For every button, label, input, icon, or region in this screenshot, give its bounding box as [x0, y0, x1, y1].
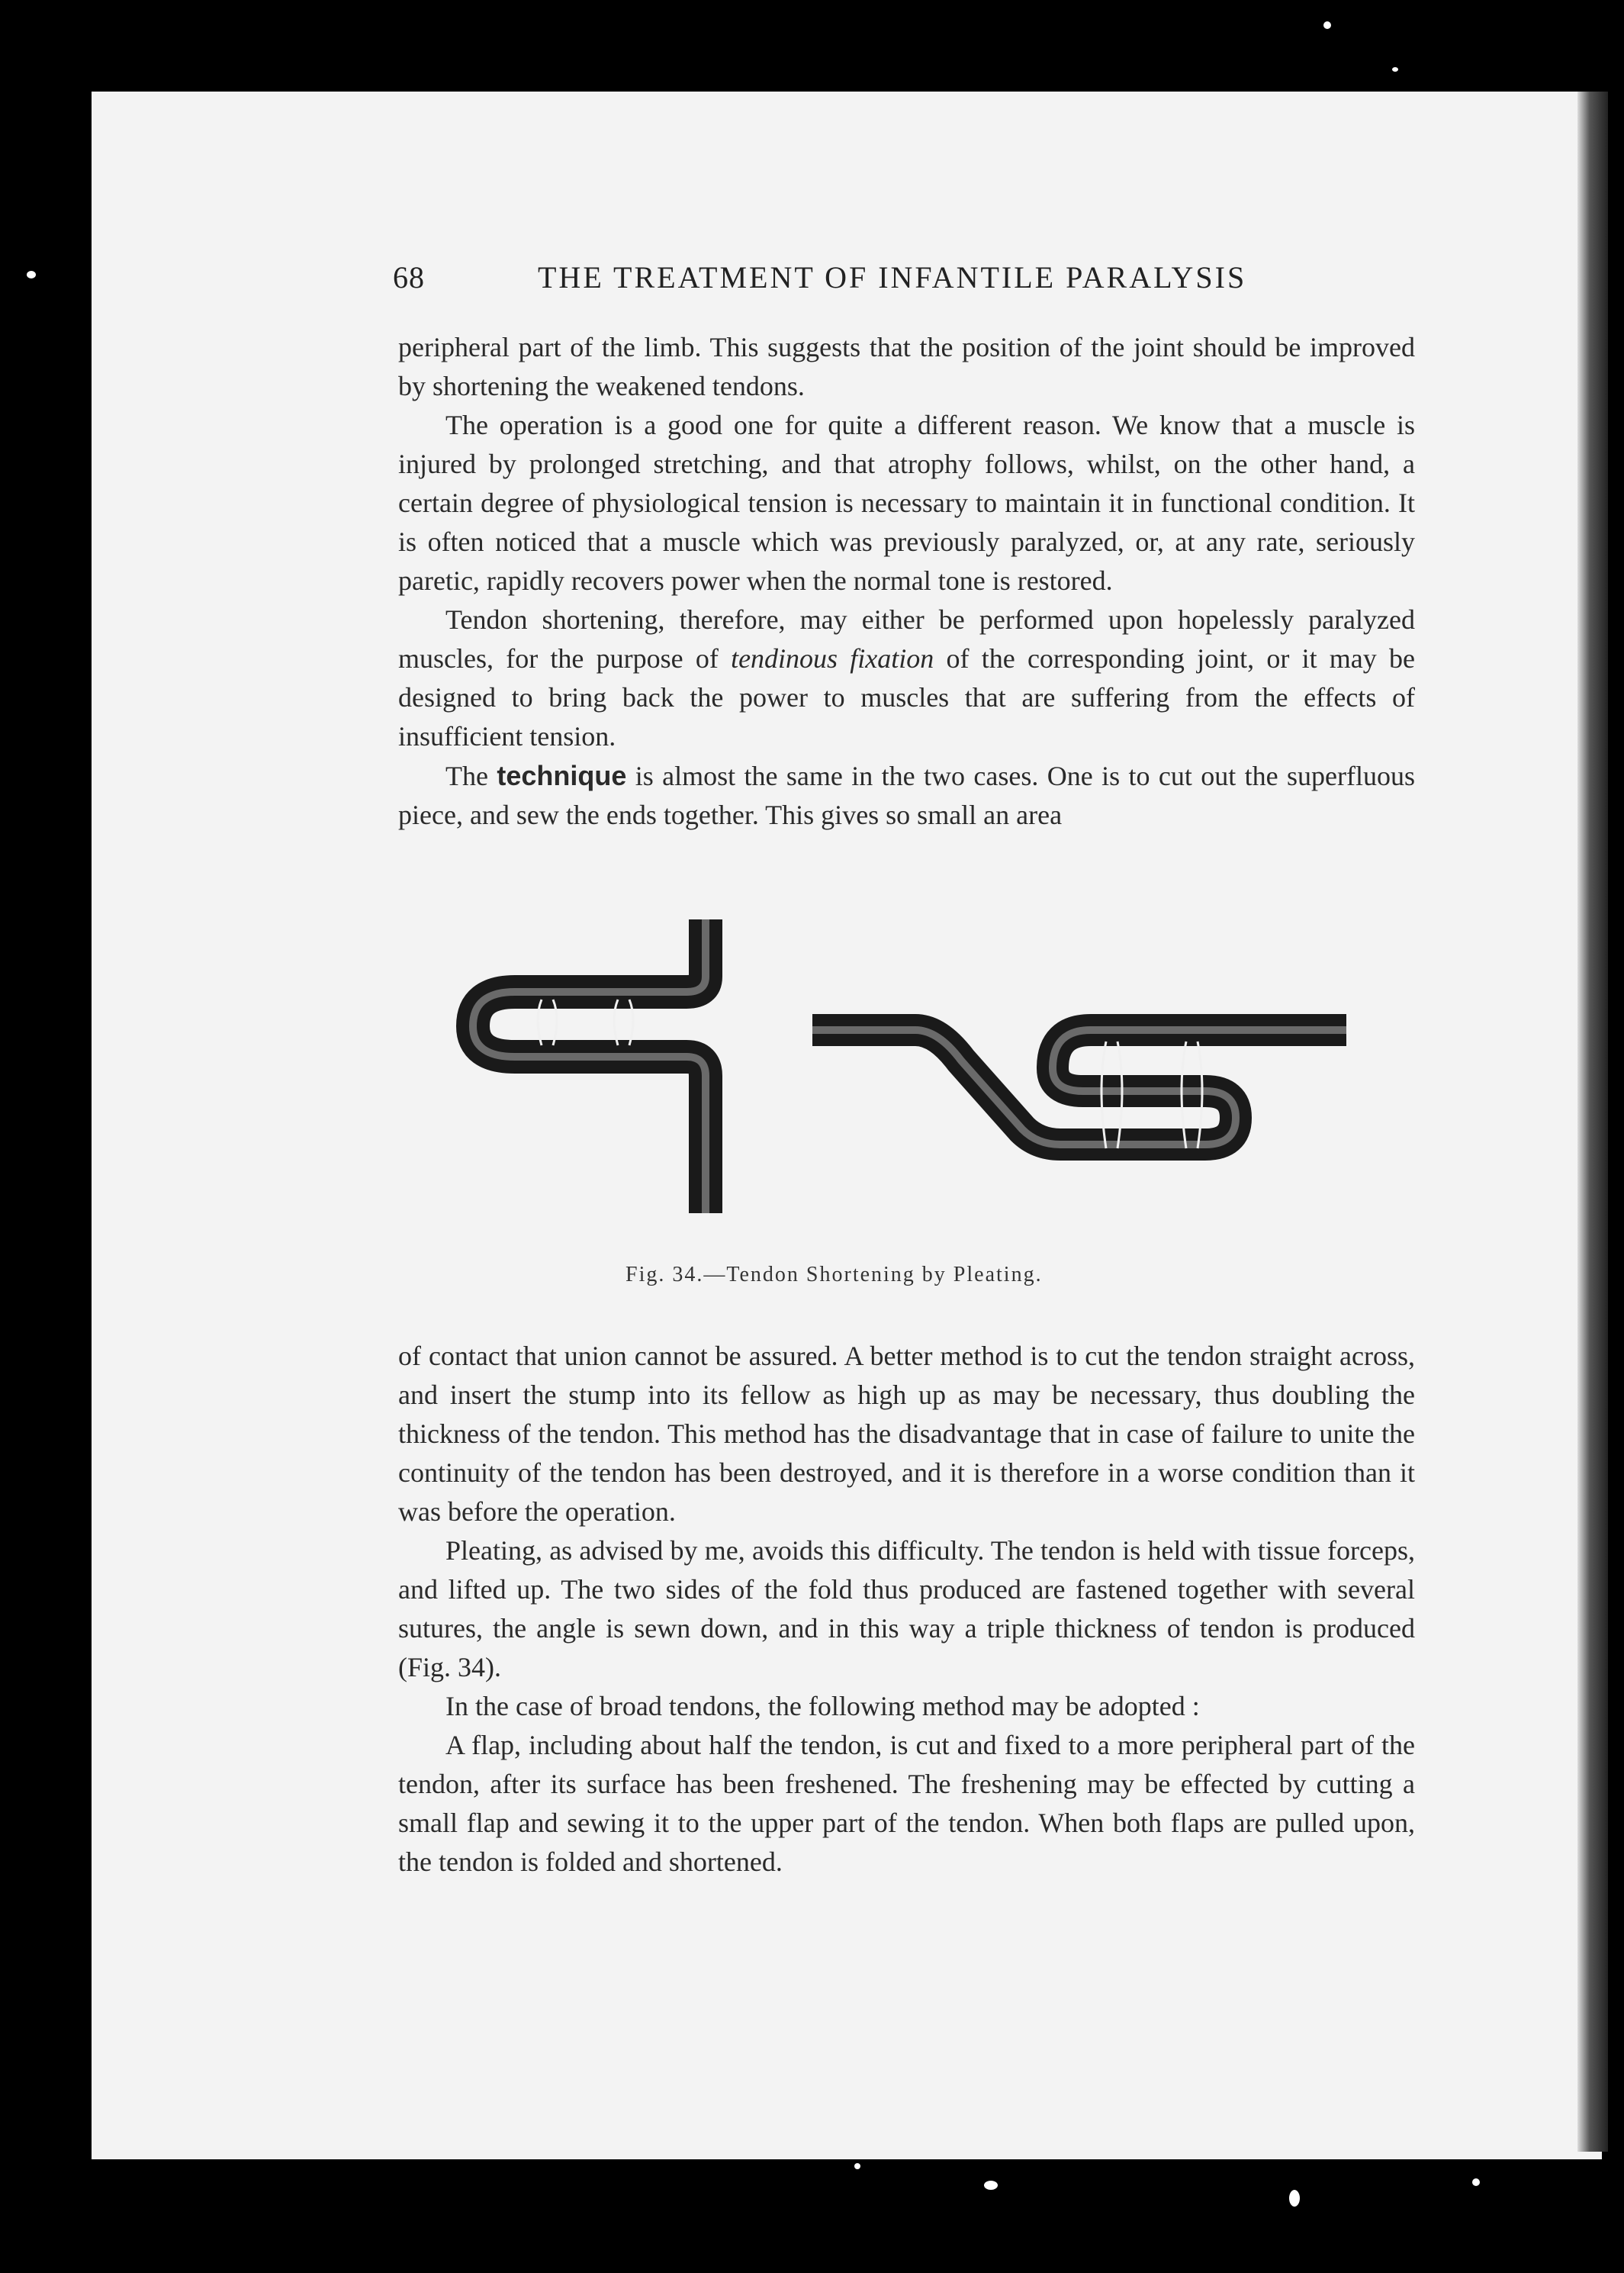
page-number: 68 [393, 260, 425, 295]
paragraph [398, 600, 1415, 756]
paragraph [398, 1531, 1415, 1687]
paragraph [398, 756, 1415, 835]
scan-speck [854, 2163, 860, 2169]
scan-speck [27, 271, 36, 278]
paragraph [398, 1687, 1415, 1726]
paragraph [398, 1726, 1415, 1882]
paragraph [398, 1337, 1415, 1531]
left-pleated-tendon [473, 919, 706, 1213]
text-run: of the corresponding joint, or it may be designed to bring back the power to muscles that are suffering from the effects of insufficient tension. [398, 643, 1416, 752]
tendon-pleating-figure [442, 908, 1373, 1251]
right-pleated-tendon [812, 1030, 1346, 1148]
text-run: peripheral part of the limb. This suggests that the position of the joint should be improved by shortening the weakened tendons. [398, 332, 1415, 401]
body-text-after-figure [398, 1337, 1415, 1882]
text-run: of contact that union cannot be assured. A better method is to cut the tendon straight across, and insert the stump into its fellow as high up as may be necessary, thus doubling the thickness of the tendon. This method has the disadvantage that in case of failure to unite the continuity of the tendon has been destroyed, and it is therefore in a worse condition than it was before the operation. [398, 1341, 1415, 1527]
text-run: In the case of broad tendons, the following method may be adopted : [445, 1691, 1200, 1721]
paragraph [398, 406, 1415, 600]
book-binding-edge [1577, 92, 1608, 2152]
scan-speck [1472, 2178, 1480, 2186]
scan-speck [984, 2181, 998, 2190]
text-run: is almost the same in the two cases. One is to cut out the superfluous piece, and sew the ends together. This gives so small an area [398, 761, 1415, 830]
scan-speck [1392, 67, 1398, 72]
running-header [393, 259, 1274, 305]
text-run: The [445, 761, 497, 791]
italic-term: tendinous fixation [731, 643, 934, 674]
scan-speck [1323, 21, 1331, 29]
body-text-before-figure [398, 328, 1415, 835]
text-run: Pleating, as advised by me, avoids this difficulty. The tendon is held with tissue forceps, and lifted up. The two sides of the fold thus produced are fastened together with several sutures, the angle is sewn down, and in this way a triple thickness of tendon is produced (Fig. 34). [398, 1535, 1415, 1682]
bold-term: technique [497, 760, 627, 791]
figure-caption: Fig. 34.—Tendon Shortening by Pleating. [625, 1263, 1043, 1286]
text-run: Tendon shortening, therefore, may either be performed upon hopelessly paralyzed muscles, for the purpose of [398, 604, 1415, 674]
text-run: The operation is a good one for quite a different reason. We know that a muscle is injured by prolonged stretching, and that atrophy follows, whilst, on the other hand, a certain degree of physiological tension is necessary to maintain it in functional condition. It is often noticed that a muscle which was previously paralyzed, or, at any rate, seriously paretic, rapidly recovers power when the normal tone is restored. [398, 410, 1415, 596]
scan-speck [1289, 2190, 1300, 2207]
running-title: THE TREATMENT OF INFANTILE PARALYSIS [538, 260, 1247, 295]
paragraph [398, 328, 1415, 406]
text-run: A flap, including about half the tendon, is cut and fixed to a more peripheral part of the tendon, after its surface has been freshened. The freshening may be effected by cutting a small flap and sewing it to the upper part of the tendon. When both flaps are pulled upon, the tendon is folded and shortened. [398, 1730, 1415, 1877]
